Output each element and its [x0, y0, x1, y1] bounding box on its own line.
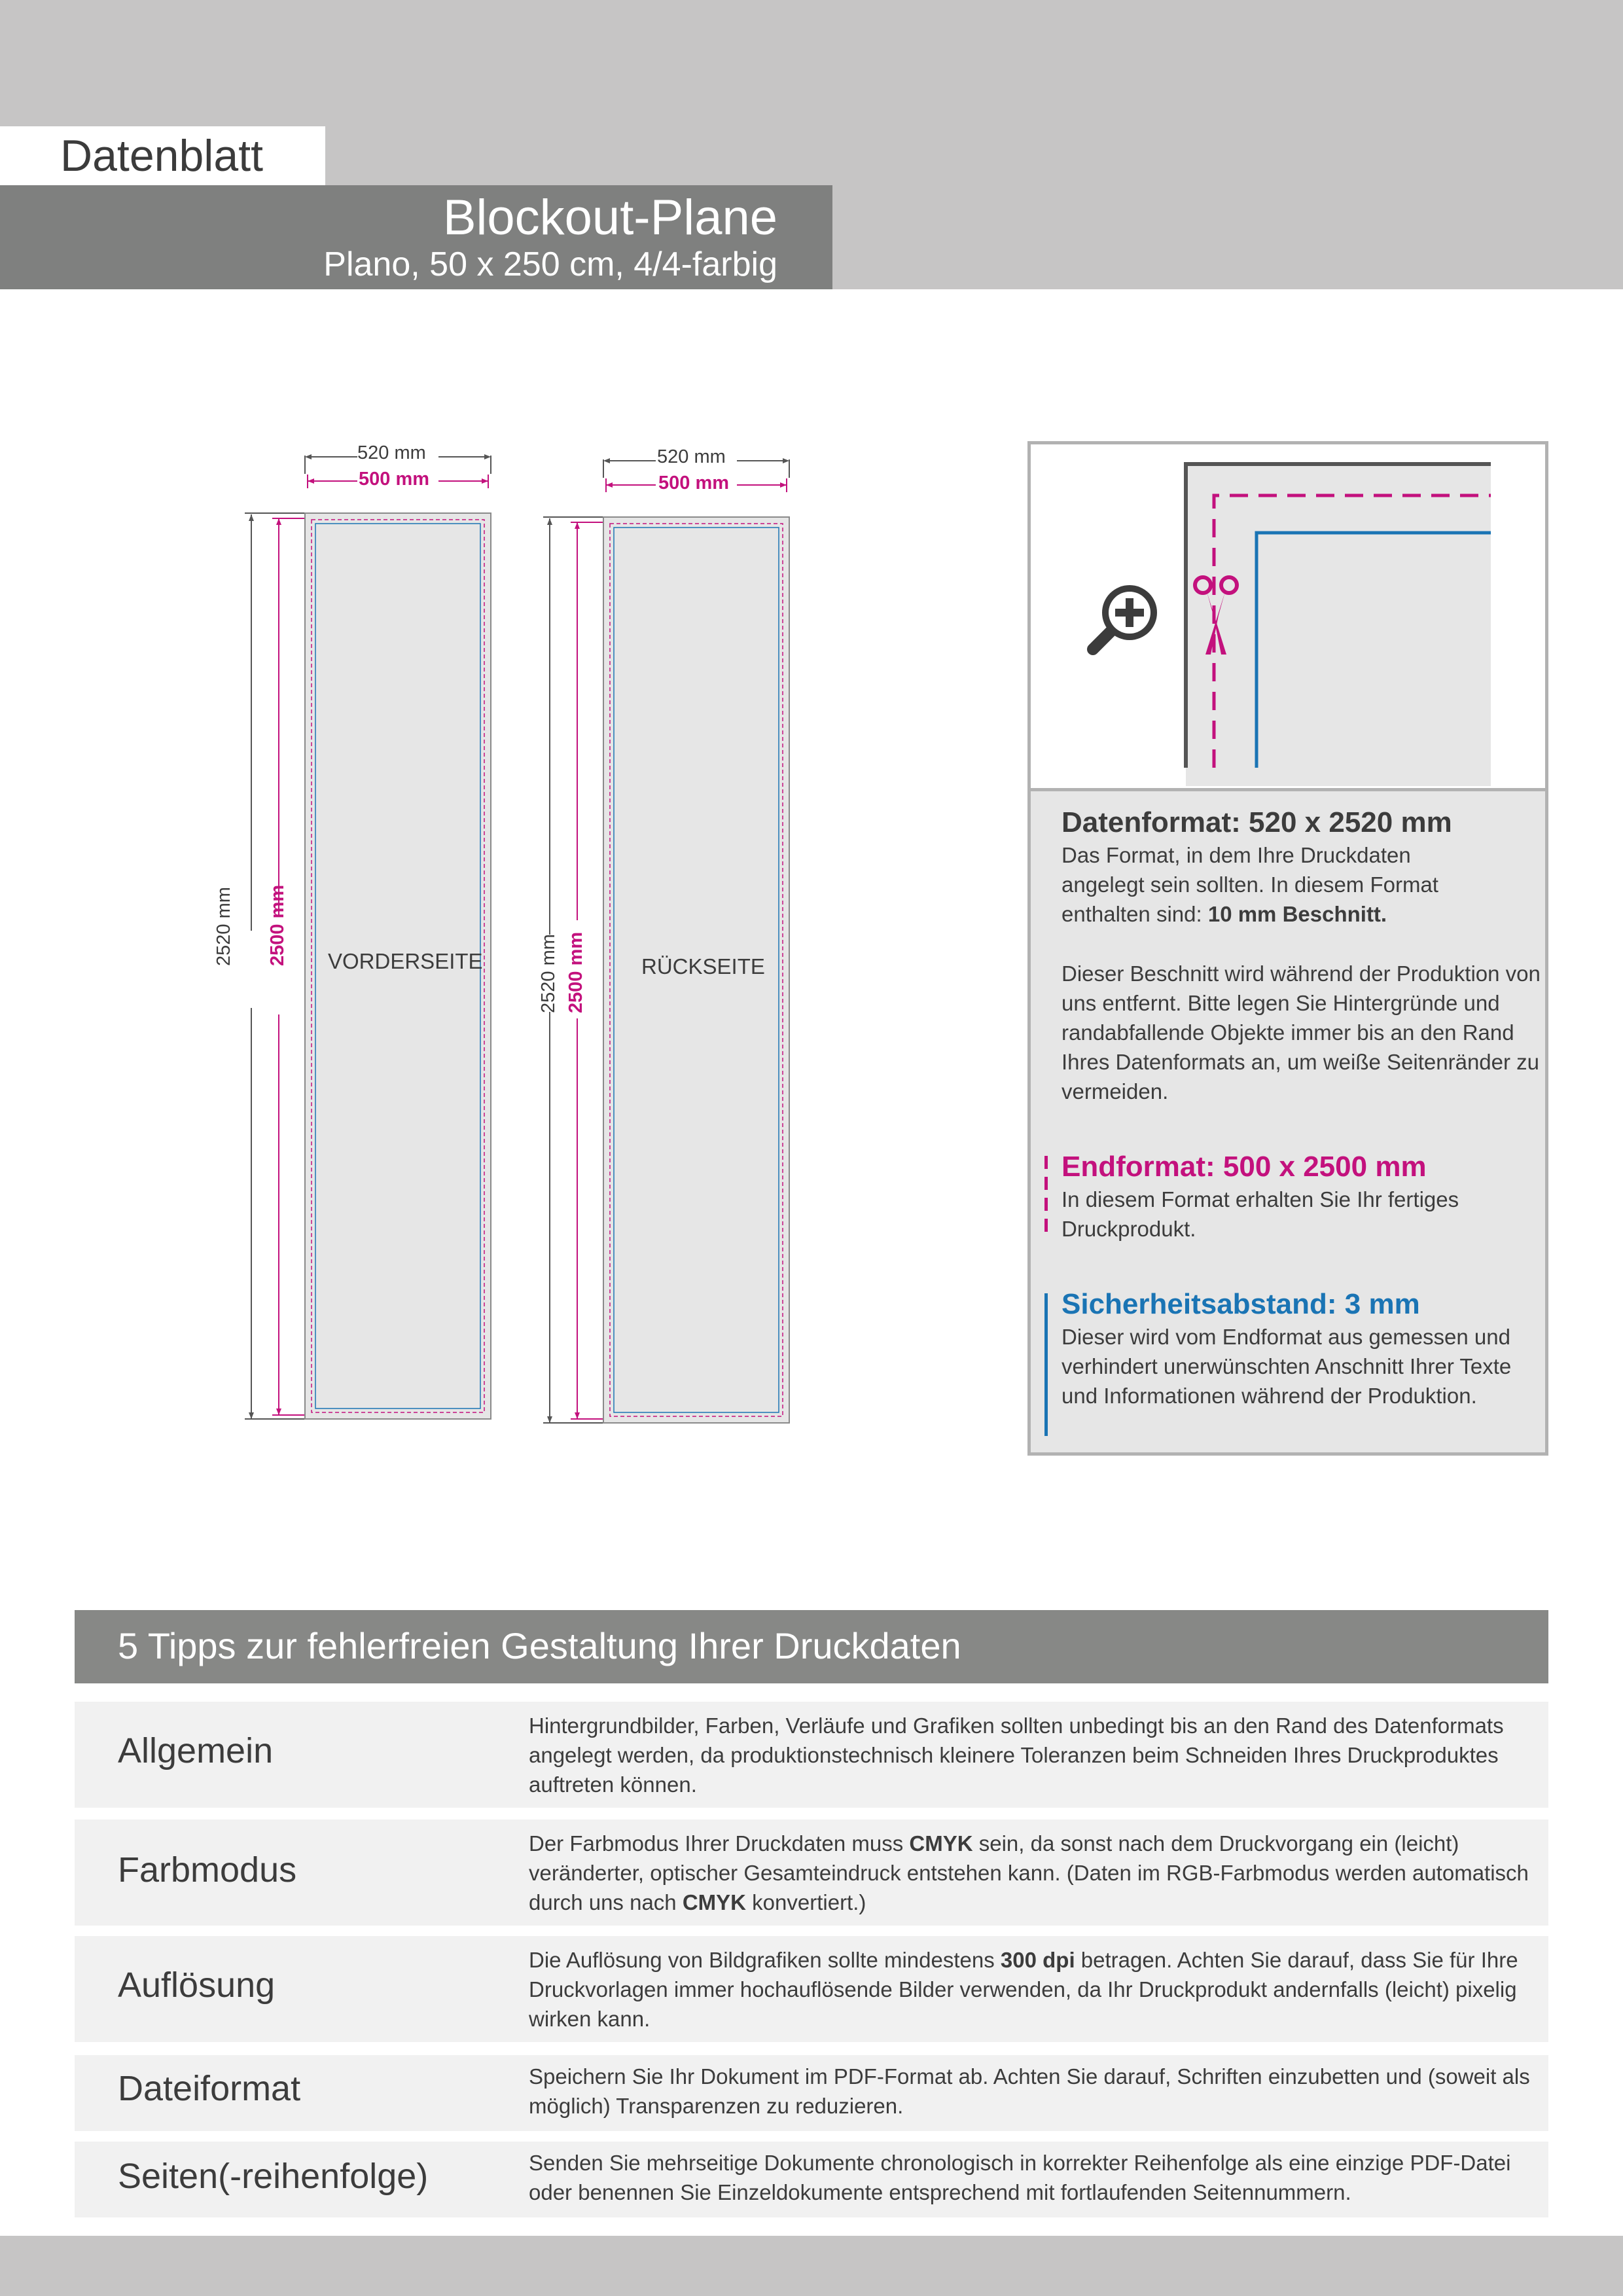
width-inner-front: 500 mm	[359, 469, 430, 490]
tip-text-segment: Die Auflösung von Bildgrafiken sollte mindestens	[529, 1948, 1001, 1972]
datenformat-line-3	[1061, 899, 1559, 929]
tip-text-segment: betragen. Achten Sie darauf, dass Sie für Ihre Druckvorlagen immer hochauflösende Bilder verwenden, da Ihr Druckprodukt andernfalls (leicht) pixelig wirken kann.	[529, 1948, 1518, 2031]
tip-text-bold: 300 dpi	[1000, 1948, 1075, 1972]
magnifier-plus-icon	[1080, 579, 1164, 662]
tip-text-segment: sein, da sonst nach dem Druckvorgang ein (leicht) veränderter, optischer Gesamteindruck entstehen kann. (Daten im RGB-Farbmodus werden automatisch durch uns nach	[529, 1831, 1529, 1914]
width-outer-front: 520 mm	[357, 442, 426, 463]
tips-header-title: 5 Tipps zur fehlerfreien Gestaltung Ihrer Druckdaten	[118, 1625, 961, 1666]
height-inner-back: 2500 mm	[565, 931, 586, 1013]
tip-text	[529, 2062, 1537, 2121]
datenformat-text	[1061, 840, 1559, 929]
endformat-title: Endformat: 500 x 2500 mm	[1061, 1151, 1427, 1183]
tip-text	[529, 2148, 1537, 2207]
datenformat-title: Datenformat: 520 x 2520 mm	[1061, 806, 1452, 838]
product-title: Blockout-Plane	[442, 190, 777, 245]
beschnitt-text: Dieser Beschnitt wird während der Produktion von uns entfernt. Bitte legen Sie Hintergründe und randabfallende Objekte immer bis an den Rand Ihres Datenformats an, um weiße Seitenränder zu vermeiden.	[1061, 961, 1541, 1103]
beschnitt-amount: 10 mm Beschnitt.	[1207, 902, 1387, 926]
tip-text-segment: Hintergrundbilder, Farben, Verläufe und Grafiken sollten unbedingt bis an den Rand des Datenformats angelegt werden, da produktionstechnisch kleinere Toleranzen beim Schneiden Ihres Druckproduktes auftreten können.	[529, 1713, 1504, 1797]
tip-name: Dateiformat	[118, 2069, 301, 2108]
tip-text-bold: CMYK	[909, 1831, 973, 1856]
scissors-icon	[1190, 569, 1242, 661]
height-outer-back: 2520 mm	[538, 934, 559, 1013]
width-inner-back: 500 mm	[658, 473, 730, 493]
tip-name: Allgemein	[118, 1731, 274, 1770]
height-outer-front: 2520 mm	[213, 887, 234, 966]
tip-text	[529, 1829, 1537, 1917]
tip-text-segment: konvertiert.)	[746, 1890, 866, 1914]
datenblatt-label: Datenblatt	[60, 131, 263, 181]
width-outer-back: 520 mm	[657, 446, 726, 467]
tip-text	[529, 1711, 1537, 1799]
tip-name: Auflösung	[118, 1965, 276, 2005]
datenformat-line-3-prefix: enthalten sind:	[1061, 902, 1208, 926]
tip-row-dateiformat	[75, 2055, 1548, 2131]
tip-text-segment: Senden Sie mehrseitige Dokumente chronologisch in korrekter Reihenfolge als eine einzige PDF-Datei oder benennen Sie Einzeldokumente entsprechend mit fortlaufenden Seitennummern.	[529, 2151, 1511, 2204]
tip-name: Seiten(-reihenfolge)	[118, 2157, 429, 2196]
endformat-text: In diesem Format erhalten Sie Ihr fertiges Druckprodukt.	[1061, 1187, 1459, 1241]
datenformat-line-2: angelegt sein sollten. In diesem Format	[1061, 872, 1438, 897]
sicherheit-title: Sicherheitsabstand: 3 mm	[1061, 1288, 1420, 1320]
tip-row-aufloesung	[75, 1936, 1548, 2042]
tip-text	[529, 1945, 1537, 2034]
sicherheit-marker	[1044, 1293, 1048, 1436]
tip-row-allgemein	[75, 1702, 1548, 1808]
sicherheit-text: Dieser wird vom Endformat aus gemessen und verhindert unerwünschten Anschnitt Ihrer Texte und Informationen während der Produktion.	[1061, 1325, 1512, 1408]
datenformat-line-1: Das Format, in dem Ihre Druckdaten	[1061, 843, 1411, 867]
footer-band	[0, 2236, 1623, 2296]
tip-text-segment: Der Farbmodus Ihrer Druckdaten muss	[529, 1831, 910, 1856]
tip-row-seiten	[75, 2142, 1548, 2217]
tip-text-bold: CMYK	[682, 1890, 746, 1914]
info-divider	[1031, 788, 1545, 791]
endformat-marker	[1044, 1156, 1048, 1238]
tip-name: Farbmodus	[118, 1850, 297, 1890]
tip-row-farbmodus	[75, 1820, 1548, 1926]
panel-label-front: VORDERSEITE	[328, 949, 483, 973]
height-inner-front: 2500 mm	[267, 884, 288, 966]
panel-label-back: RÜCKSEITE	[641, 954, 765, 978]
product-subtitle: Plano, 50 x 250 cm, 4/4-farbig	[323, 245, 777, 283]
tip-text-segment: Speichern Sie Ihr Dokument im PDF-Format ab. Achten Sie darauf, Schriften einzubetten und (soweit als möglich) Transparenzen zu reduzieren.	[529, 2064, 1530, 2118]
